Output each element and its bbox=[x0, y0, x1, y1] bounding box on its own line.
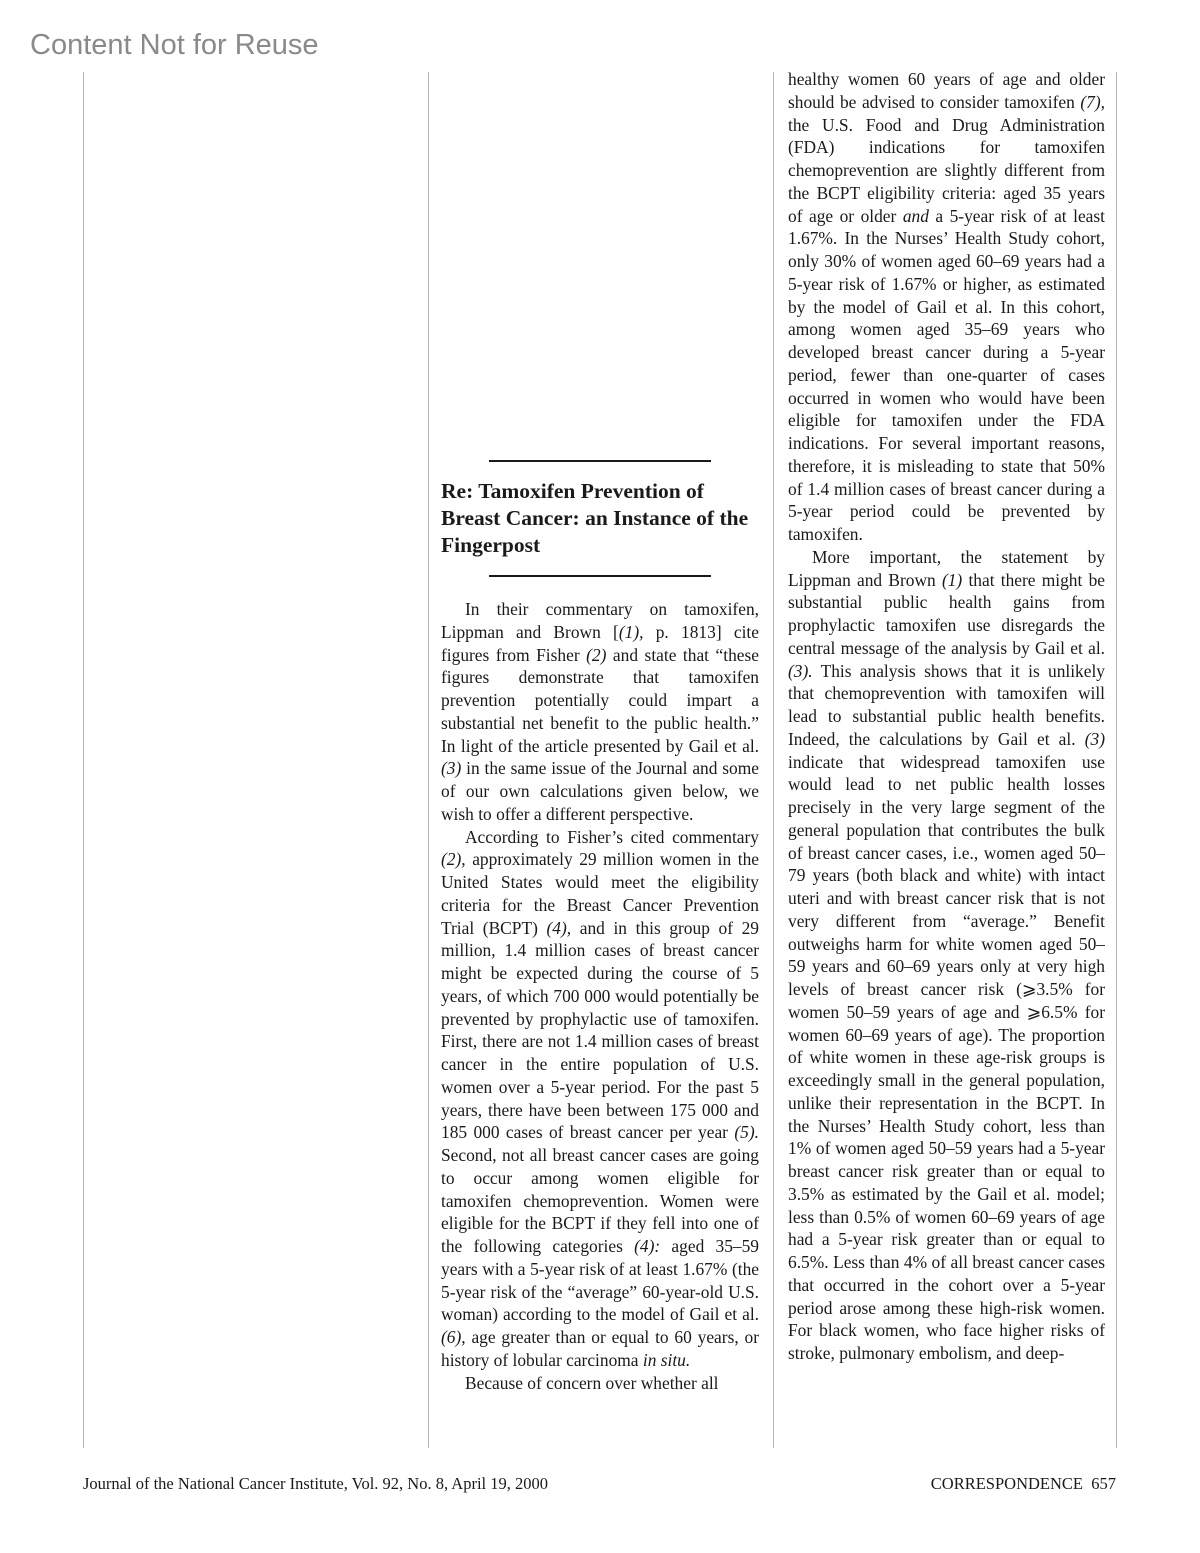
body-paragraph: In their commentary on tamoxifen, Lippman and Brown [(1), p. 1813] cite figures from Fisher (2) and state that “these figures demonstrate that tamoxifen prevention potentially could impart a substantial net benefit to the public health.” In light of the article presented by Gail et al. (3) in the same issue of the Journal and some of our own calculations given below, we wish to offer a different perspective. bbox=[441, 599, 759, 824]
title-rule-top bbox=[489, 460, 711, 462]
body-paragraph: More important, the statement by Lippman and Brown (1) that there might be substantial public health gains from prophylactic tamoxifen use disregards the central message of the analysis by Gail et al. (3). This analysis shows that it is unlikely that chemoprevention with tamoxifen will lead to substantial public health benefits. Indeed, the calculations by Gail et al. (3) indicate that widespread tamoxifen use would lead to net public health losses precisely in the very large segment of the general population that contributes the bulk of breast cancer cases, i.e., women aged 50–79 years (both black and white) with intact uteri and with breast cancer risk that is not very different from “average.” Benefit outweighs harm for white women aged 50–59 years and 60–69 years only at very high levels of breast cancer risk (⩾3.5% for women 50–59 years of age and ⩾6.5% for women 60–69 years of age). The proportion of white women in these age-risk groups is exceedingly small in the general population, unlike their representation in the BCPT. In the Nurses’ Health Study cohort, less than 1% of women aged 50–59 years had a 5-year breast cancer risk greater than or equal to 3.5% as estimated by the Gail et al. model; less than 0.5% of women 60–69 years of age had a 5-year risk greater than or equal to 6.5%. Less than 4% of all breast cancer cases that occurred in the cohort over a 5-year period arose among these high-risk women. For black women, who face higher risks of stroke, pulmonary embolism, and deep- bbox=[788, 546, 1105, 1363]
right-column bbox=[788, 68, 1105, 1458]
title-rule-bottom bbox=[489, 575, 711, 577]
footer-section: CORRESPONDENCE bbox=[930, 1474, 1083, 1493]
column-divider-middle bbox=[428, 72, 429, 1448]
article-title: Re: Tamoxifen Prevention of Breast Cancer: an Instance of the Fingerpost bbox=[441, 479, 749, 557]
page-number: 657 bbox=[1091, 1474, 1116, 1493]
column-divider-edge bbox=[1116, 72, 1117, 1448]
body-paragraph: According to Fisher’s cited commentary (2), approximately 29 million women in the United States would meet the eligibility criteria for the Breast Cancer Prevention Trial (BCPT) (4), and in this group of 29 million, 1.4 million cases of breast cancer might be expected during the course of 5 years, of which 700 000 would potentially be prevented by prophylactic use of tamoxifen. First, there are not 1.4 million cases of breast cancer in the entire population of U.S. women over a 5-year period. For the past 5 years, there have been between 175 000 and 185 000 cases of breast cancer per year (5). Second, not all breast cancer cases are going to occur among women eligible for tamoxifen chemoprevention. Women were eligible for the BCPT if they fell into one of the following categories (4): aged 35–59 years with a 5-year risk of at least 1.67% (the 5-year risk of the “average” 60-year-old U.S. woman) according to the model of Gail et al. (6), age greater than or equal to 60 years, or history of lobular carcinoma in situ. bbox=[441, 826, 759, 1370]
watermark: Content Not for Reuse bbox=[30, 29, 319, 61]
middle-column bbox=[441, 598, 759, 1458]
body-paragraph: healthy women 60 years of age and older should be advised to consider tamoxifen (7), the U.S. Food and Drug Administration (FDA) indications for tamoxifen chemoprevention are slightly different from the BCPT eligibility criteria: aged 35 years of age or older and a 5-year risk of at least 1.67%. In the Nurses’ Health Study cohort, only 30% of women aged 60–69 years had a 5-year risk of 1.67% or higher, as estimated by the model of Gail et al. In this cohort, among women aged 35–69 years who developed breast cancer during a 5-year period, fewer than one-quarter of cases occurred in women who would have been eligible for tamoxifen under the FDA indications. For several important reasons, therefore, it is misleading to state that 50% of 1.4 million cases of breast cancer during a 5-year period could be prevented by tamoxifen. bbox=[788, 69, 1105, 544]
column-divider-left bbox=[83, 72, 84, 1448]
column-divider-right bbox=[773, 72, 774, 1448]
body-paragraph: Because of concern over whether all bbox=[465, 1372, 719, 1393]
footer-section-page bbox=[931, 1474, 1116, 1494]
footer-journal-citation: Journal of the National Cancer Institute, Vol. 92, No. 8, April 19, 2000 bbox=[83, 1474, 548, 1493]
